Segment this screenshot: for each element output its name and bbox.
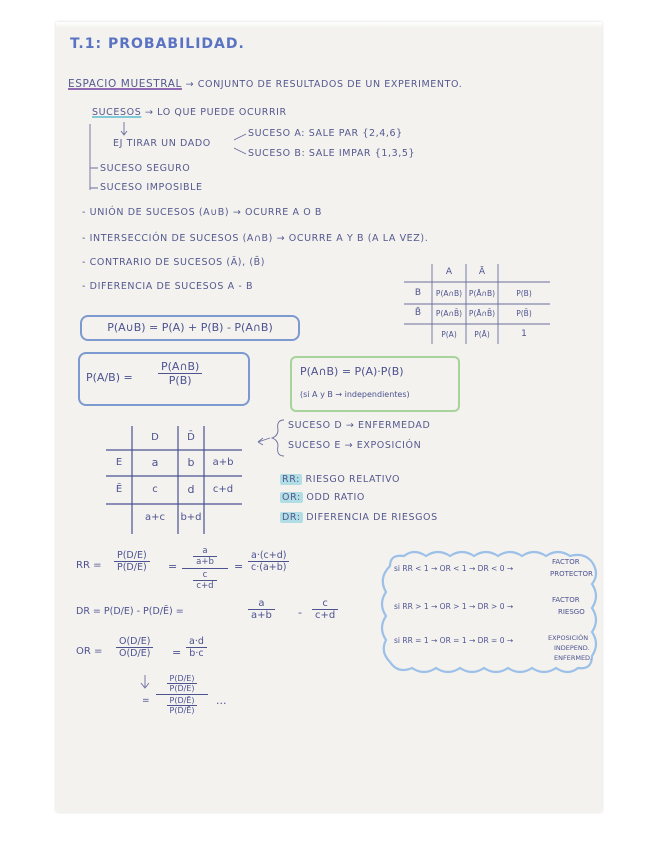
or-eq-2: =	[142, 696, 150, 706]
measure-dr	[280, 512, 438, 523]
rr-f2-den-den: c+d	[196, 581, 214, 591]
ctable-cell: a+c	[144, 512, 165, 523]
dr-f1-num: a	[248, 598, 275, 610]
independent-formula: P(A∩B) = P(A)·P(B)	[300, 365, 404, 378]
op-interseccion: - INTERSECCIÓN DE SUCESOS (A∩B) → OCURRE A Y B (A LA VEZ).	[82, 233, 429, 244]
cloud-line-2-res2: RIESGO	[558, 608, 585, 616]
probability-table	[404, 264, 552, 348]
union-formula-box: P(A∪B) = P(A) + P(B) - P(A∩B)	[80, 315, 300, 341]
ctable-cell: a+b	[212, 457, 234, 468]
ctable-col-not-d: D̄	[187, 432, 195, 443]
independent-note: (si A y B → independientes)	[300, 390, 410, 399]
espacio-muestral-line	[68, 78, 462, 90]
page-title: T.1: PROBABILIDAD.	[70, 36, 245, 52]
ctable-cell: b	[187, 456, 195, 469]
rr-f2-bottom	[193, 570, 216, 591]
sucesos-definition: → LO QUE PUEDE OCURRIR	[144, 107, 287, 118]
cloud-line-3-res1: EXPOSICIÓN	[548, 634, 589, 642]
interpretation-cloud	[378, 548, 600, 678]
rr-fraction-1	[114, 550, 150, 573]
ctable-row-e: E	[115, 457, 123, 468]
dr-f2-num: c	[312, 598, 338, 610]
suceso-e-note: SUCESO E → EXPOSICIÓN	[288, 440, 422, 451]
ptable-row-not-b: B̄	[414, 308, 422, 318]
ptable-col-a: A	[445, 267, 453, 277]
or-eq: =	[172, 646, 182, 659]
rr-eq-1: =	[168, 560, 178, 573]
measure-or-abbr: OR:	[282, 492, 301, 503]
independent-box	[290, 356, 460, 412]
dr-formula	[76, 596, 376, 636]
ctable-col-d: D	[151, 432, 159, 443]
or-stack-1-den: P(D̄/E)	[169, 684, 195, 693]
dr-fraction-1	[248, 598, 275, 621]
rr-fraction-2	[182, 546, 228, 591]
or-stacked-fraction	[156, 674, 208, 715]
rr-lhs: RR =	[76, 560, 102, 571]
rr-f2-top	[193, 546, 217, 567]
sucesos-term: SUCESOS	[92, 107, 142, 118]
measure-rr	[280, 474, 400, 485]
ptable-cell: P(A)	[441, 330, 457, 339]
espacio-muestral-term: ESPACIO MUESTRAL	[68, 78, 182, 90]
down-arrow-icon	[138, 674, 152, 690]
measure-or-text: ODD RATIO	[306, 492, 366, 503]
suceso-b: SUCESO B: SALE IMPAR {1,3,5}	[248, 148, 416, 159]
measure-dr-abbr: DR:	[282, 512, 301, 523]
ptable-col-not-a: Ā	[478, 267, 486, 277]
suceso-d-note: SUCESO D → ENFERMEDAD	[288, 420, 431, 431]
ctable-cell: c	[152, 484, 158, 495]
rr-fraction-3	[248, 550, 289, 573]
or-f2-den: b·c	[189, 648, 204, 659]
or-formula	[76, 632, 296, 752]
ptable-cell: P(Ā∩B)	[468, 289, 496, 298]
cloud-line-1: si RR < 1 → OR < 1 → DR < 0 →	[394, 564, 514, 573]
or-f1-num: O(D/E)	[116, 636, 153, 648]
example-label: EJ TIRAR UN DADO	[113, 138, 211, 149]
ptable-cell: P(A∩B)	[435, 289, 463, 298]
cloud-line-3-res3: ENFERMED.	[554, 654, 593, 662]
rr-f1-num: P(D/E)	[114, 550, 150, 562]
rr-f2-num-den: a+b	[196, 557, 214, 567]
cloud-line-3-res2: INDEPEND.	[554, 644, 590, 652]
or-stack-1-num: P(D/E)	[167, 674, 198, 684]
ptable-row-b: B	[414, 288, 422, 298]
dr-f2-den: c+d	[315, 610, 336, 621]
or-fraction-2	[186, 636, 207, 659]
rr-f2-den-num: c	[193, 570, 216, 581]
measure-or	[280, 492, 365, 503]
dr-minus: -	[298, 606, 302, 619]
or-stack-2-den: P(D̄/Ē)	[169, 706, 195, 715]
conditional-den: P(B)	[168, 374, 192, 387]
dr-fraction-2	[312, 598, 338, 621]
measure-rr-text: RIESGO RELATIVO	[305, 474, 401, 485]
op-contrario: - CONTRARIO DE SUCESOS (Ā), (B̄)	[82, 257, 266, 268]
notebook-page	[56, 22, 602, 812]
conditional-num: P(A∩B)	[158, 360, 202, 374]
ctable-cell: b+d	[180, 512, 202, 523]
ptable-cell: P(Ā∩B̄)	[468, 309, 496, 318]
or-f2-num: a·d	[186, 636, 207, 648]
ptable-cell: P(B̄)	[516, 309, 532, 318]
brace-arrow	[256, 418, 286, 458]
or-stack-2-num: P(D/Ē)	[167, 696, 198, 706]
measure-rr-abbr: RR:	[282, 474, 300, 485]
measure-dr-text: DIFERENCIA DE RIESGOS	[306, 512, 438, 523]
ctable-cell: c+d	[212, 484, 234, 495]
conditional-box	[78, 352, 250, 406]
suceso-seguro: SUCESO SEGURO	[100, 163, 191, 174]
cloud-line-2: si RR > 1 → OR > 1 → DR > 0 →	[394, 602, 514, 611]
or-lhs: OR =	[76, 646, 103, 657]
conditional-lhs: P(A/B) =	[86, 371, 133, 384]
dr-text: DR = P(D/E) - P(D/Ē) =	[76, 606, 184, 617]
ctable-row-not-e: Ē	[115, 484, 123, 495]
ctable-cell: d	[187, 483, 195, 496]
rr-f3-num: a·(c+d)	[248, 550, 289, 562]
op-union: - UNIÓN DE SUCESOS (A∪B) → OCURRE A O B	[82, 207, 323, 218]
op-diferencia: - DIFERENCIA DE SUCESOS A - B	[82, 281, 254, 292]
ptable-cell: 1	[521, 329, 527, 339]
rr-eq-2: =	[234, 560, 244, 573]
rr-f2-num-num: a	[193, 546, 217, 557]
or-f1-den: O(D/Ē)	[119, 648, 151, 659]
cloud-line-1-res2: PROTECTOR	[550, 570, 593, 578]
rr-f3-den: c·(a+b)	[251, 562, 287, 573]
or-stack-bottom	[167, 696, 198, 715]
rr-f1-den: P(D/Ē)	[117, 562, 147, 573]
cloud-line-3: si RR = 1 → OR = 1 → DR = 0 →	[394, 636, 514, 645]
dr-f1-den: a+b	[251, 610, 272, 621]
espacio-muestral-definition: → CONJUNTO DE RESULTADOS DE UN EXPERIMENTO.	[185, 79, 463, 90]
ptable-cell: P(Ā)	[474, 330, 490, 339]
suceso-a: SUCESO A: SALE PAR {2,4,6}	[248, 128, 403, 139]
ptable-cell: P(A∩B̄)	[435, 309, 463, 318]
conditional-fraction	[158, 360, 202, 387]
or-ellipsis: ...	[216, 694, 227, 707]
contingency-table	[104, 424, 244, 536]
ptable-cell: P(B)	[516, 289, 532, 298]
ctable-cell: a	[151, 456, 159, 469]
cloud-line-2-res1: FACTOR	[552, 596, 580, 604]
sucesos-line	[92, 107, 287, 118]
or-stack-top	[167, 674, 198, 693]
cloud-line-1-res1: FACTOR	[552, 558, 580, 566]
or-fraction-1	[116, 636, 153, 659]
suceso-imposible: SUCESO IMPOSIBLE	[100, 182, 203, 193]
